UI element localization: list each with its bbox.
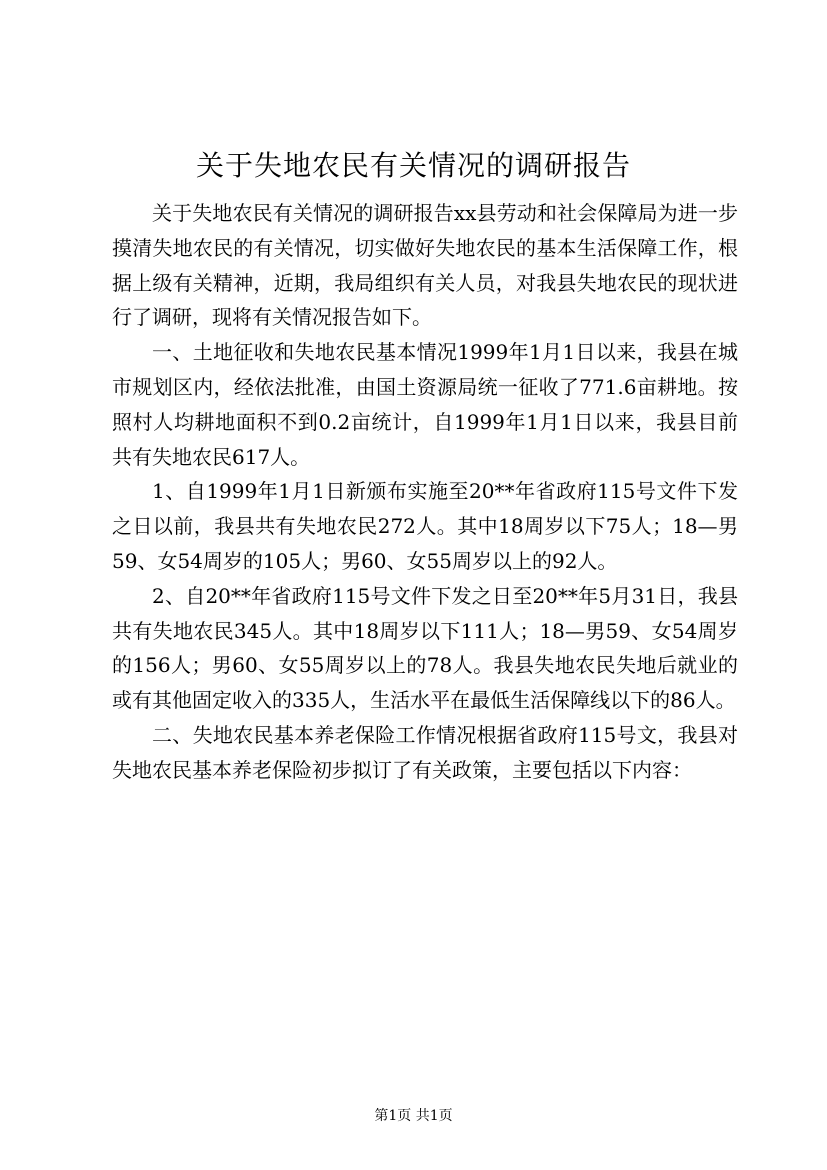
page-footer: 第1页 共1页 — [374, 1108, 453, 1124]
document-title: 关于失地农民有关情况的调研报告 — [195, 149, 631, 182]
document-body — [112, 196, 738, 788]
paragraph-item-two: 2、自20**年省政府115号文件下发之日至20**年5月31日，我县共有失地农民345人。其中18周岁以下111人；18—男59、女54周岁的156人；男60、女55周岁以上的78人。我县失地农民失地后就业的或有其他固定收入的335人，生活水平在最低生活保障线以下的86人。 — [112, 583, 738, 713]
paragraph-intro: 关于失地农民有关情况的调研报告xx县劳动和社会保障局为进一步摸清失地农民的有关情况，切实做好失地农民的基本生活保障工作，根据上级有关精神，近期，我局组织有关人员，对我县失地农民的现状进行了调研，现将有关情况报告如下。 — [112, 201, 738, 330]
paragraph-item-one: 1、自1999年1月1日新颁布实施至20**年省政府115号文件下发之日以前，我县共有失地农民272人。其中18周岁以下75人；18—男59、女54周岁的105人；男60、女55周岁以上的92人。 — [112, 479, 738, 573]
paragraph-section-two: 二、失地农民基本养老保险工作情况根据省政府115号文，我县对失地农民基本养老保险初步拟订了有关政策，主要包括以下内容： — [112, 722, 738, 782]
paragraph-section-one: 一、土地征收和失地农民基本情况1999年1月1日以来，我县在城市规划区内，经依法批准，由国土资源局统一征收了771.6亩耕地。按照村人均耕地面积不到0.2亩统计，自1999年1月1日以来，我县目前共有失地农民617人。 — [112, 340, 738, 469]
